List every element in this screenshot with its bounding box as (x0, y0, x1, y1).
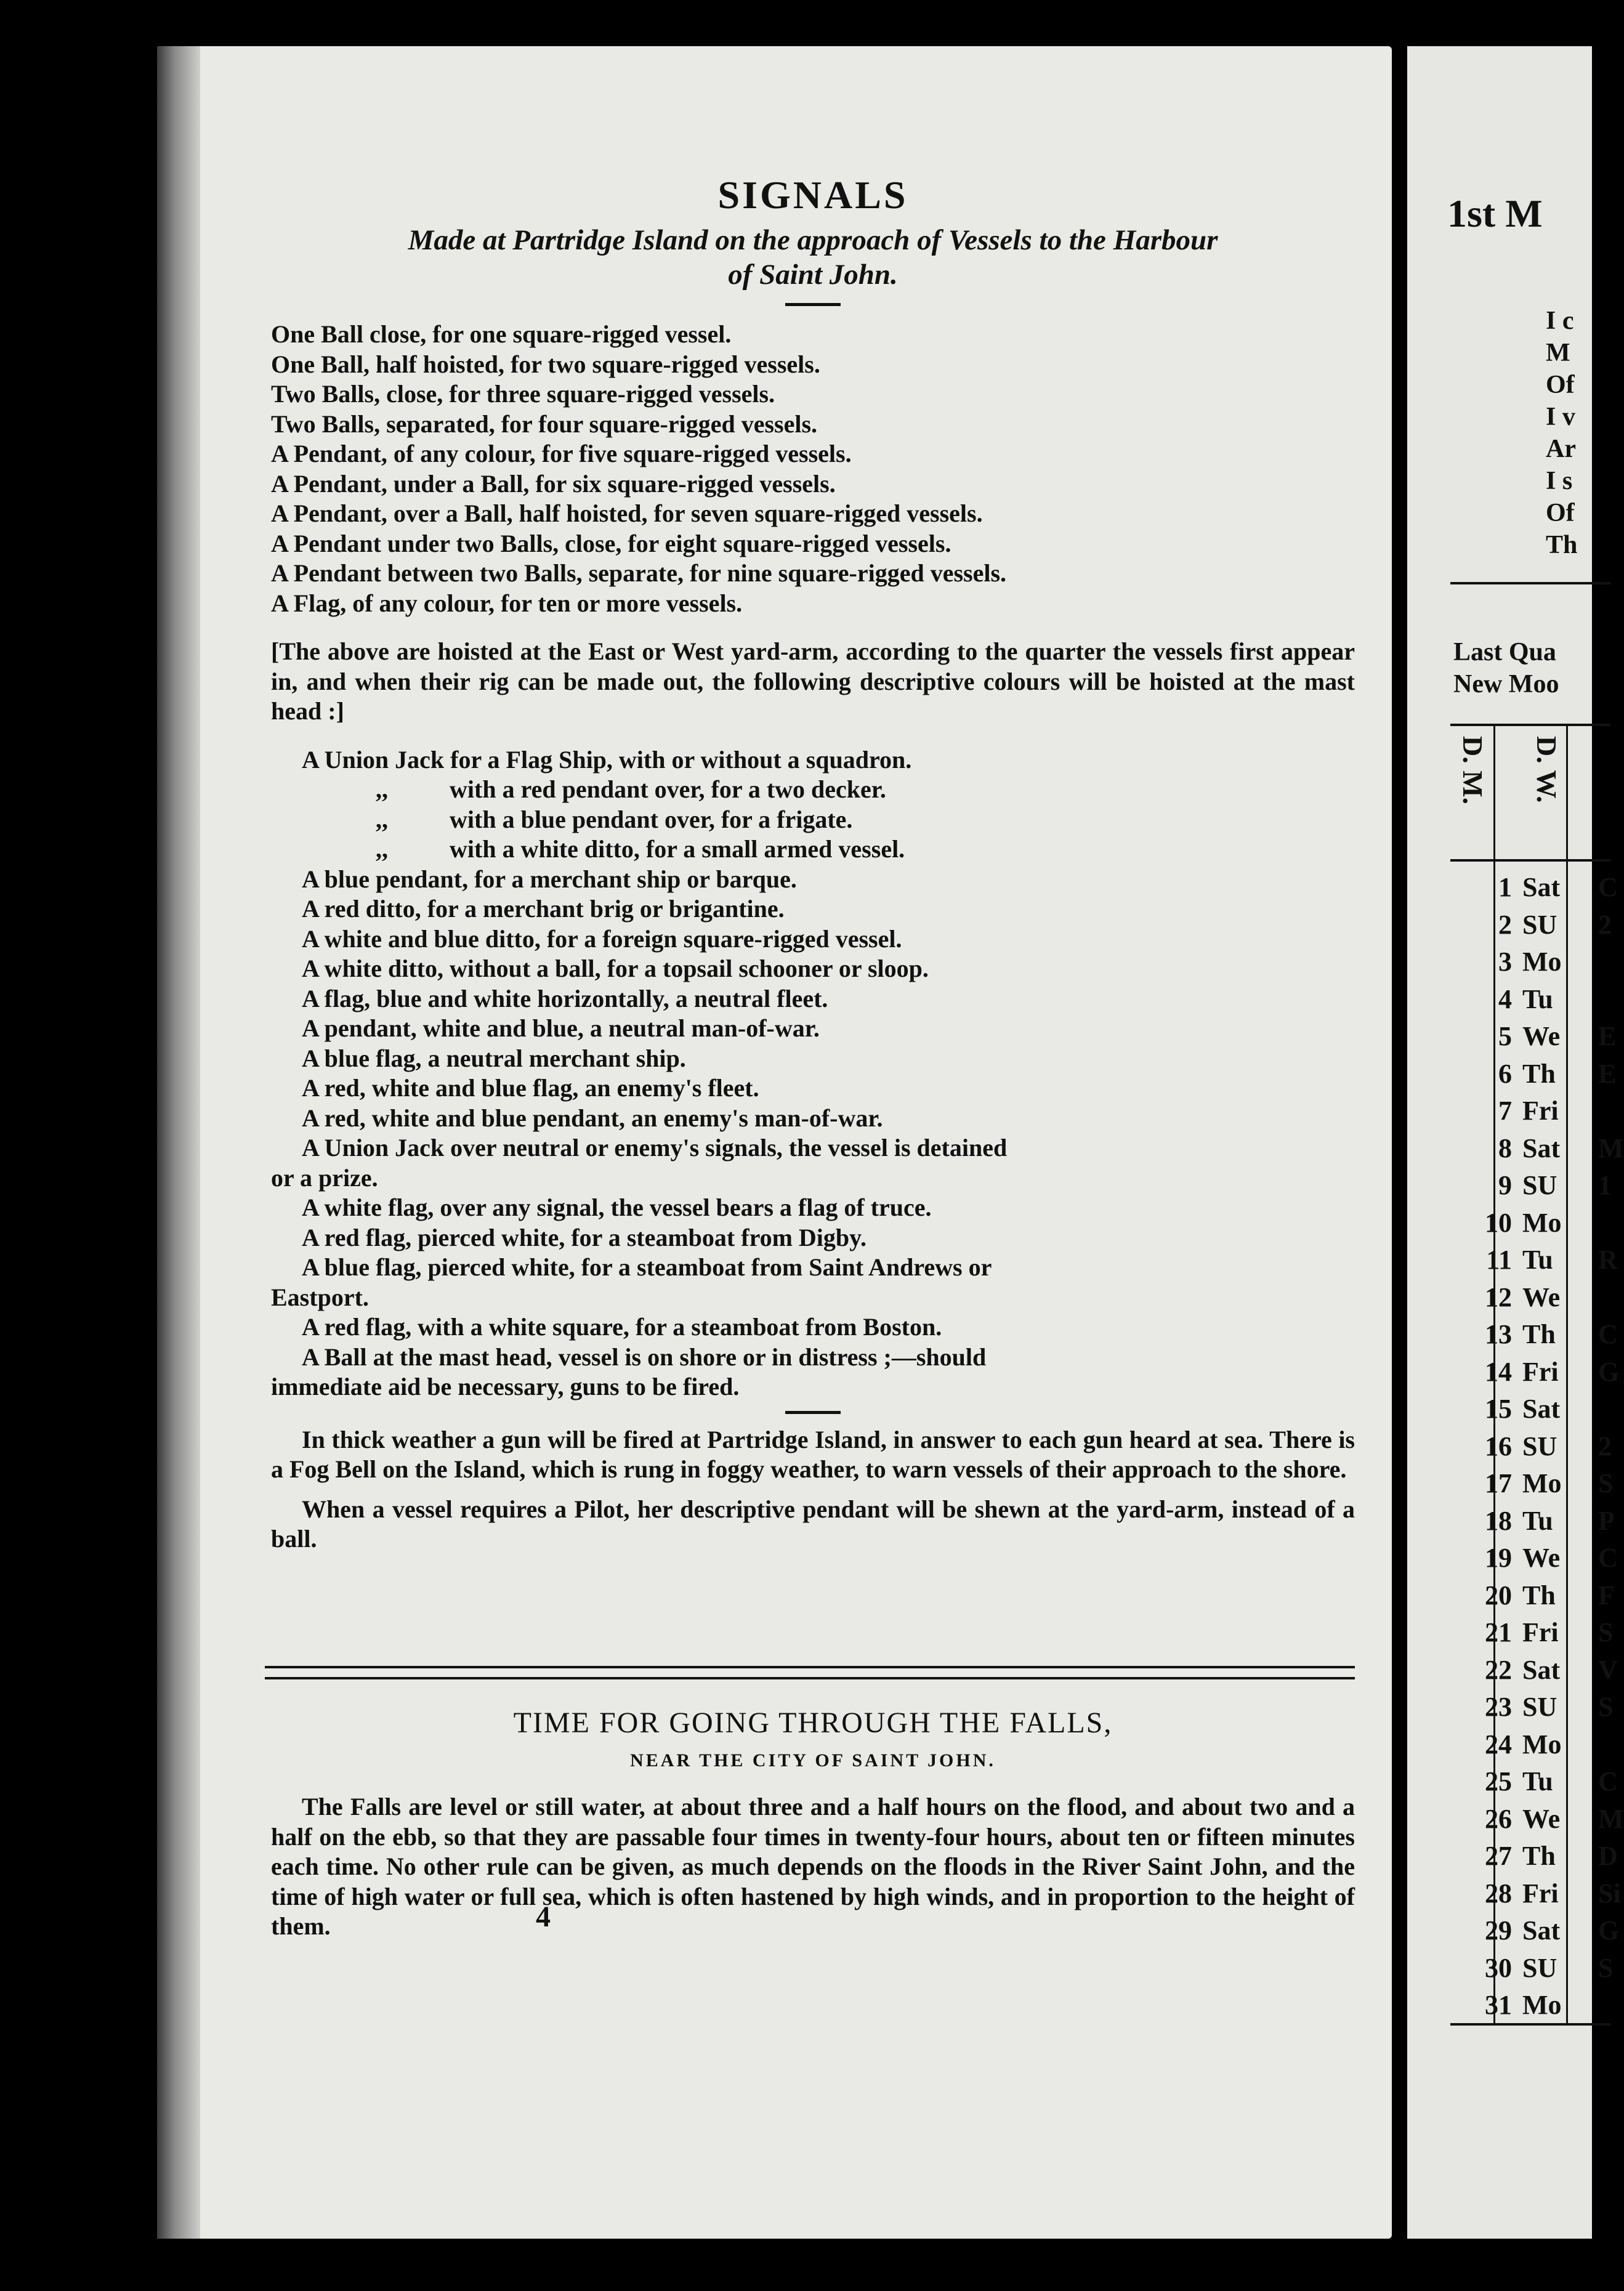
event-text: P (1598, 1505, 1615, 1536)
verse-line: Of (1546, 499, 1575, 527)
day-of-week: Mo (1522, 1990, 1562, 2020)
day-of-week: Sat (1522, 1915, 1561, 1946)
day-of-month: 21 (1485, 1617, 1512, 1647)
table-row (1453, 1133, 1624, 1163)
signals-section (271, 129, 1355, 1554)
day-of-week: Fri (1522, 1617, 1559, 1647)
list-item: One Ball, half hoisted, for two square-rigged vessels. (271, 350, 820, 378)
list-item: A white and blue ditto, for a foreign square-rigged vessel. (302, 924, 902, 953)
list-item: A Union Jack over neutral or enemy's signals, the vessel is detained (302, 1134, 1008, 1162)
table-row (1453, 1542, 1618, 1573)
divider (1450, 582, 1610, 584)
divider (1450, 2023, 1610, 2026)
day-of-month: 10 (1485, 1207, 1512, 1238)
table-row (1453, 1766, 1618, 1796)
table-row (1453, 1431, 1612, 1461)
subtitle-line: Made at Partridge Island on the approach of Vessels to the Harbour (408, 224, 1218, 256)
day-of-week: We (1522, 1803, 1561, 1834)
day-of-month: 28 (1485, 1878, 1512, 1909)
divider (785, 1411, 841, 1414)
day-of-week: SU (1522, 1170, 1557, 1200)
day-of-week: Mo (1522, 1468, 1562, 1498)
day-of-month: 16 (1485, 1431, 1512, 1461)
list-item: immediate aid be necessary, guns to be fired. (271, 1373, 740, 1400)
list-item: Two Balls, separated, for four square-rigged vessels. (271, 410, 818, 438)
page-subtitle (271, 223, 1355, 292)
event-text: D (1598, 1841, 1618, 1871)
table-row (1453, 1654, 1618, 1685)
day-of-month: 31 (1485, 1990, 1512, 2020)
list-item: A Union Jack for a Flag Ship, with or without a squadron. (302, 745, 912, 774)
double-rule (265, 1666, 1355, 1679)
list-item: Eastport. (271, 1283, 369, 1311)
divider (785, 303, 841, 306)
verse-line: I s (1546, 467, 1573, 495)
day-of-week: Th (1522, 1058, 1556, 1089)
day-of-week: Sat (1522, 1654, 1561, 1685)
day-of-month: 29 (1485, 1915, 1512, 1946)
list-item: A flag, blue and white horizontally, a neutral fleet. (302, 984, 828, 1012)
moon-phases (1453, 636, 1559, 700)
event-text: 2 (1598, 1431, 1612, 1461)
day-of-month: 27 (1485, 1841, 1512, 1871)
table-row (1453, 1207, 1562, 1238)
table-row (1453, 871, 1618, 902)
day-of-week: We (1522, 1021, 1561, 1051)
list-item (271, 805, 1355, 835)
table-row (1453, 1356, 1620, 1387)
day-of-month: 20 (1485, 1580, 1512, 1610)
day-of-month: 2 (1498, 909, 1512, 940)
day-of-week: Mo (1522, 947, 1562, 977)
day-of-month: 18 (1485, 1505, 1512, 1536)
table-row (1453, 1952, 1614, 1983)
table-row (1453, 1095, 1559, 1126)
table-row (1453, 946, 1562, 977)
event-text: V (1598, 1654, 1618, 1685)
day-of-week: SU (1522, 1952, 1557, 1983)
table-row (1453, 1803, 1624, 1834)
day-of-month: 1 (1498, 872, 1512, 902)
list-item: A Pendant under two Balls, close, for eight square-rigged vessels. (271, 529, 951, 557)
list-item: A red, white and blue pendant, an enemy's man-of-war. (302, 1104, 883, 1132)
event-text: C (1598, 1766, 1618, 1796)
table-row (1453, 909, 1612, 940)
event-text: R (1598, 1245, 1618, 1275)
day-of-week: Fri (1522, 1356, 1559, 1387)
ditto-mark: ,, (376, 805, 388, 833)
verse-line: I v (1546, 403, 1575, 431)
fog-paragraph: In thick weather a gun will be fired at Partridge Island, in answer to each gun heard at sea. There is a Fog Bell on the Island, which is rung in foggy weather, to warn vessels of their approach to the shore. (271, 1425, 1355, 1483)
colour-list (271, 745, 1355, 1402)
day-of-week: Th (1522, 1580, 1556, 1610)
day-of-week: Sat (1522, 872, 1561, 902)
day-of-month: 6 (1498, 1058, 1512, 1089)
list-item: One Ball close, for one square-rigged vessel. (271, 320, 732, 348)
event-text: Si (1598, 1878, 1621, 1909)
pilot-paragraph: When a vessel requires a Pilot, her descriptive pendant will be shewn at the yard-arm, instead of a ball. (271, 1495, 1355, 1553)
table-row (1453, 984, 1553, 1014)
hoisting-note: [The above are hoisted at the East or West yard-arm, according to the quarter the vessels first appear in, and when their rig can be made out, the following descriptive colours will be hoisted at the mast head :] (271, 637, 1355, 725)
list-item: A Flag, of any colour, for ten or more vessels. (271, 589, 743, 617)
table-row (1453, 1691, 1614, 1722)
list-item: A Pendant, under a Ball, for six square-rigged vessels. (271, 469, 836, 498)
list-item (271, 775, 1355, 805)
day-of-week: Fri (1522, 1096, 1559, 1126)
verse-line: I c (1546, 307, 1574, 335)
subtitle-line: of Saint John. (728, 259, 898, 291)
day-of-week: Tu (1522, 1505, 1553, 1536)
list-item-text: with a red pendant over, for a two decker. (450, 775, 886, 803)
day-of-month: 22 (1485, 1654, 1512, 1685)
event-text: G (1598, 1356, 1620, 1387)
day-of-month: 24 (1485, 1729, 1512, 1760)
event-text: C (1598, 872, 1618, 902)
event-text: M (1598, 1133, 1624, 1163)
table-row (1453, 1580, 1615, 1610)
list-item: A white ditto, without a ball, for a topsail schooner or sloop. (302, 955, 929, 982)
day-of-month: 26 (1485, 1803, 1512, 1834)
event-text: 1 (1598, 1170, 1612, 1200)
list-item: or a prize. (271, 1163, 378, 1192)
table-row (1453, 1878, 1621, 1909)
day-of-month: 13 (1485, 1319, 1512, 1349)
ditto-mark: ,, (376, 775, 388, 803)
day-of-week: SU (1522, 1692, 1557, 1722)
list-item: A red, white and blue flag, an enemy's fleet. (302, 1074, 759, 1102)
day-of-week: Th (1522, 1841, 1556, 1871)
divider (1450, 724, 1610, 726)
list-item: A blue flag, pierced white, for a steamboat from Saint Andrews or (302, 1253, 992, 1281)
table-row (1453, 1729, 1562, 1760)
day-of-month: 12 (1485, 1282, 1512, 1312)
table-row (1453, 1020, 1617, 1051)
page-title: SIGNALS (717, 173, 908, 217)
table-row (1453, 1319, 1618, 1349)
list-item: A pendant, white and blue, a neutral man-of-war. (302, 1014, 820, 1042)
list-item: A blue pendant, for a merchant ship or barque. (302, 865, 797, 893)
day-of-week: Sat (1522, 1133, 1561, 1163)
table-row (1453, 1468, 1614, 1498)
table-row (1453, 1170, 1612, 1200)
event-text: C (1598, 1543, 1618, 1573)
event-text: 2 (1598, 909, 1612, 940)
event-text: F (1598, 1580, 1615, 1610)
list-item: A Pendant, over a Ball, half hoisted, for seven square-rigged vessels. (271, 499, 983, 527)
day-of-month: 9 (1498, 1170, 1512, 1200)
event-text: S (1598, 1617, 1614, 1647)
day-of-month: 4 (1498, 984, 1512, 1014)
day-of-week: Sat (1522, 1394, 1561, 1424)
day-of-month: 17 (1485, 1468, 1512, 1498)
right-page (1407, 46, 1624, 2239)
list-item: A Ball at the mast head, vessel is on shore or in distress ;—should (302, 1343, 987, 1371)
verse-line: Ar (1546, 435, 1576, 463)
table-row (1453, 1617, 1614, 1647)
day-of-month: 30 (1485, 1952, 1512, 1983)
moon-line: Last Qua (1453, 638, 1556, 666)
list-item: A white flag, over any signal, the vessel bears a flag of truce. (302, 1194, 932, 1221)
day-of-week: Mo (1522, 1729, 1562, 1760)
page-number: 4 (536, 1901, 551, 1933)
verse-line: Th (1546, 531, 1578, 559)
table-row (1453, 1989, 1562, 2020)
event-text: E (1598, 1058, 1617, 1089)
table-row (1453, 1505, 1615, 1536)
event-text: S (1598, 1692, 1614, 1722)
day-of-month: 25 (1485, 1766, 1512, 1796)
ditto-mark: ,, (376, 835, 388, 863)
table-row (1453, 1058, 1617, 1089)
list-item: A Pendant, of any colour, for five square-rigged vessels. (271, 440, 852, 467)
day-of-month: 19 (1485, 1543, 1512, 1573)
day-of-month: 7 (1498, 1096, 1512, 1126)
day-of-week: SU (1522, 1431, 1557, 1461)
event-text: E (1598, 1021, 1617, 1051)
table-row (1453, 1840, 1618, 1871)
column-divider (1566, 724, 1568, 2023)
list-item: A blue flag, a neutral merchant ship. (302, 1044, 686, 1072)
day-of-week: Tu (1522, 1245, 1553, 1275)
list-item: A red flag, with a white square, for a steamboat from Boston. (302, 1313, 942, 1341)
event-text: M (1598, 1803, 1624, 1834)
list-item: A Pendant between two Balls, separate, for nine square-rigged vessels. (271, 559, 1007, 587)
list-item: A red flag, pierced white, for a steamboat from Digby. (302, 1223, 867, 1251)
column-header-day-of-week: D. W. (1531, 736, 1562, 803)
table-row (1453, 1393, 1561, 1424)
day-of-month: 3 (1498, 947, 1512, 977)
day-of-week: Th (1522, 1319, 1556, 1349)
day-of-week: Tu (1522, 984, 1553, 1014)
day-of-month: 5 (1498, 1021, 1512, 1051)
day-of-week: Tu (1522, 1766, 1553, 1796)
list-item (271, 834, 1355, 865)
day-of-week: Mo (1522, 1207, 1562, 1238)
day-of-month: 23 (1485, 1692, 1512, 1722)
column-header-day-of-month: D. M. (1457, 736, 1489, 805)
falls-title: TIME FOR GOING THROUGH THE FALLS, (513, 1707, 1113, 1739)
event-text: G (1598, 1915, 1620, 1946)
book-binding (157, 46, 200, 2239)
event-text: S (1598, 1468, 1614, 1498)
table-row (1453, 1915, 1620, 1946)
list-item-text: with a white ditto, for a small armed vessel. (450, 835, 905, 863)
day-of-week: SU (1522, 909, 1557, 940)
falls-subtitle: NEAR THE CITY OF SAINT JOHN. (630, 1750, 996, 1771)
list-item-text: with a blue pendant over, for a frigate. (450, 805, 853, 833)
day-of-month: 8 (1498, 1133, 1512, 1163)
verse-line: M (1546, 339, 1570, 367)
divider (1450, 859, 1610, 862)
event-text: S (1598, 1952, 1614, 1983)
day-of-week: We (1522, 1282, 1561, 1312)
table-row (1453, 1244, 1618, 1275)
day-of-month: 11 (1486, 1245, 1512, 1275)
day-of-month: 15 (1485, 1394, 1512, 1424)
day-of-week: We (1522, 1543, 1561, 1573)
day-of-month: 14 (1485, 1356, 1512, 1387)
list-item: A red ditto, for a merchant brig or brigantine. (302, 895, 785, 923)
verse-line: Of (1546, 371, 1575, 399)
signal-list (271, 320, 1355, 618)
list-item: Two Balls, close, for three square-rigged vessels. (271, 380, 775, 408)
day-of-week: Fri (1522, 1878, 1559, 1909)
verse-lines (1546, 305, 1577, 561)
moon-line: New Moo (1453, 670, 1559, 698)
event-text: C (1598, 1319, 1618, 1349)
calendar-heading: 1st M (1447, 192, 1543, 235)
falls-paragraph: The Falls are level or still water, at about three and a half hours on the flood, and about two and a half on the ebb, so that they are passable four times in twenty-four hours, about ten or fifteen minutes each time. No other rule can be given, as much depends on the floods in the River Saint John, and the time of high water or full sea, which is often hastened by high winds, and in proportion to the height of them. (271, 1793, 1355, 1940)
table-row (1453, 1282, 1561, 1312)
